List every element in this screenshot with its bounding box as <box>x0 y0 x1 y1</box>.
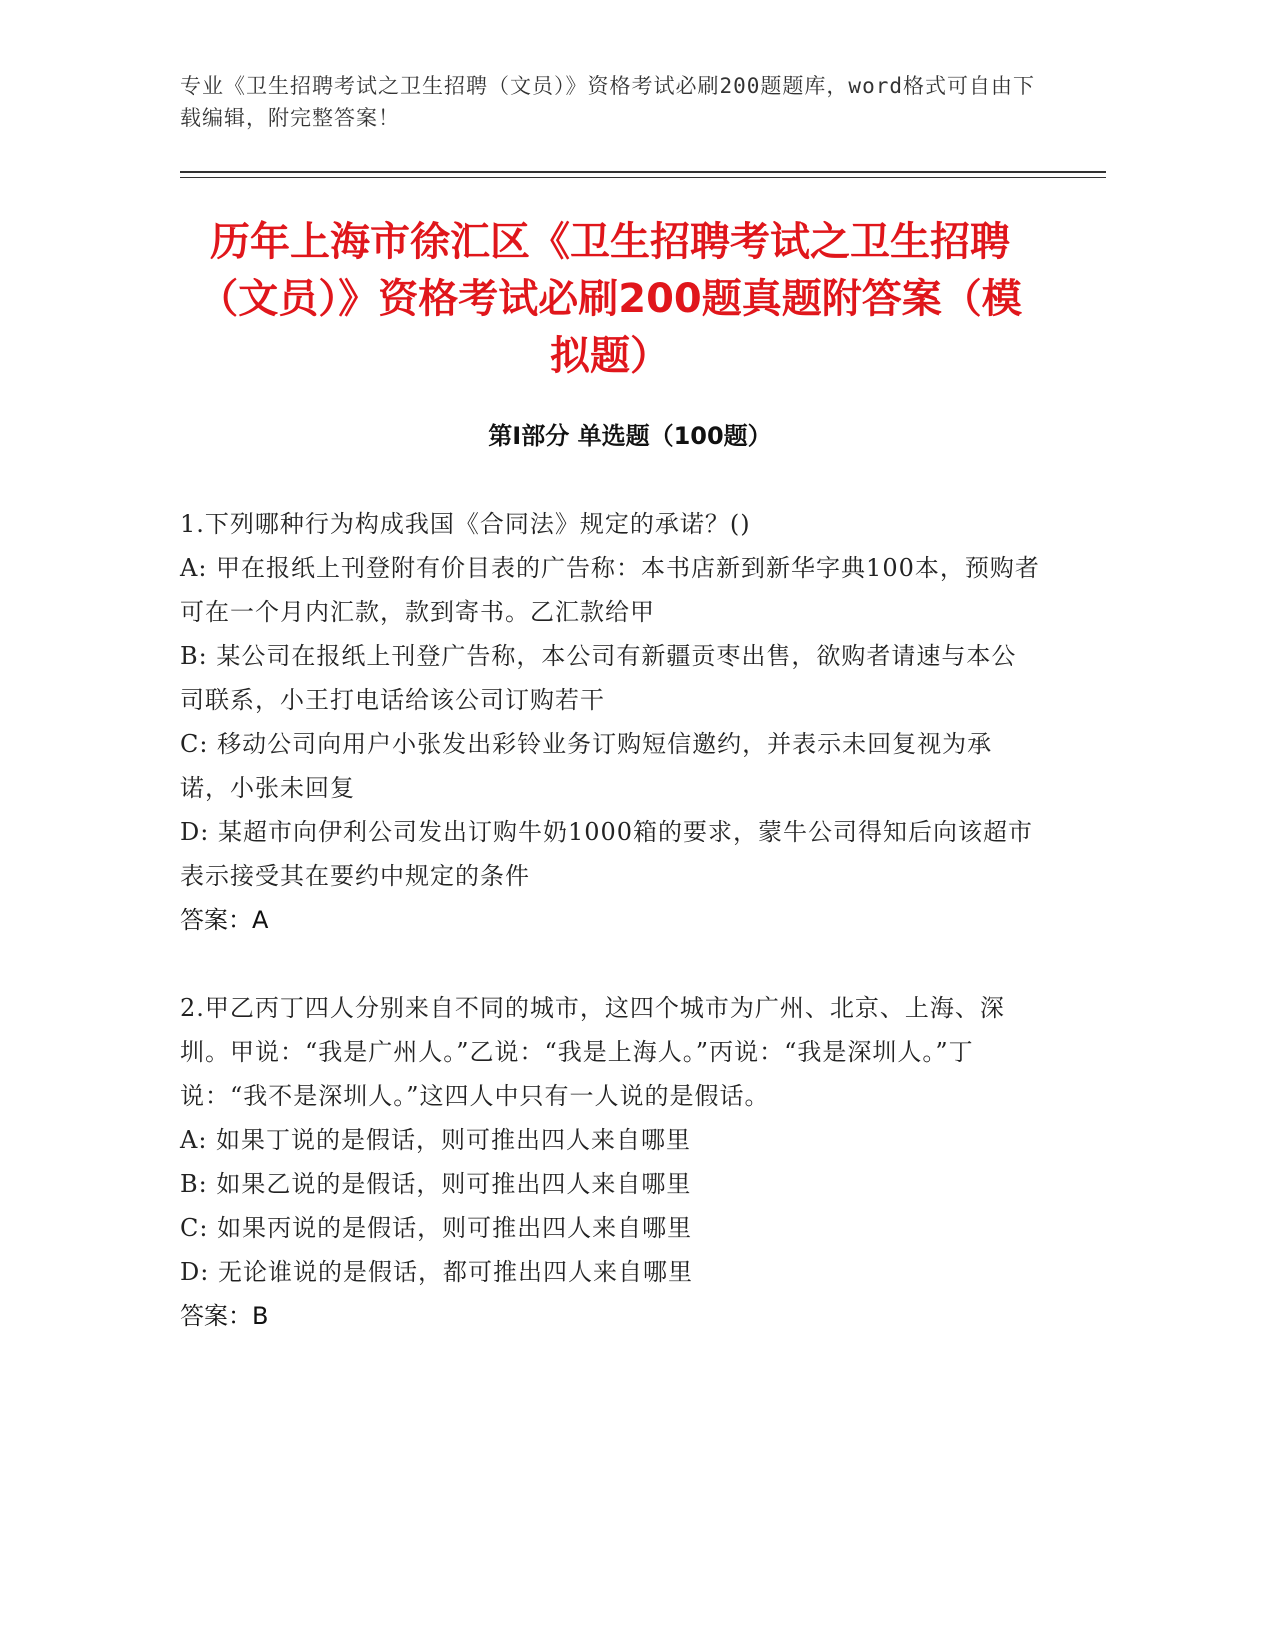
header-note: 专业《卫生招聘考试之卫生招聘（文员）》资格考试必刷200题题库，word格式可自由下载编辑，附完整答案！ <box>180 74 1035 130</box>
question-stem: 1.下列哪种行为构成我国《合同法》规定的承诺？() <box>180 510 751 538</box>
option-c: C: 移动公司向用户小张发出彩铃业务订购短信邀约，并表示未回复视为承诺，小张未回复 <box>180 730 993 802</box>
option-c: C: 如果丙说的是假话，则可推出四人来自哪里 <box>180 1214 693 1242</box>
header-divider-thick <box>180 171 1106 173</box>
question-2 <box>180 986 1040 1338</box>
answer-label: 答案：B <box>180 1302 269 1330</box>
header-divider-thin <box>180 177 1106 178</box>
document-title: 历年上海市徐汇区《卫生招聘考试之卫生招聘（文员）》资格考试必刷200题真题附答案（模拟题） <box>198 219 1022 379</box>
option-b: B: 某公司在报纸上刊登广告称，本公司有新疆贡枣出售，欲购者请速与本公司联系，小王打电话给该公司订购若干 <box>180 642 1017 714</box>
option-b: B: 如果乙说的是假话，则可推出四人来自哪里 <box>180 1170 692 1198</box>
option-d: D: 无论谁说的是假话，都可推出四人来自哪里 <box>180 1258 693 1286</box>
question-list <box>180 502 1040 1382</box>
option-a: A: 如果丁说的是假话，则可推出四人来自哪里 <box>180 1126 692 1154</box>
section-heading: 第I部分 单选题（100题） <box>488 422 772 450</box>
question-stem: 2.甲乙丙丁四人分别来自不同的城市，这四个城市为广州、北京、上海、深圳。甲说：“我是广州人。”乙说：“我是上海人。”丙说：“我是深圳人。”丁说：“我不是深圳人。”这四人中只有一人说的是假话。 <box>180 994 1005 1110</box>
question-1 <box>180 502 1040 942</box>
option-d: D: 某超市向伊利公司发出订购牛奶1000箱的要求，蒙牛公司得知后向该超市表示接受其在要约中规定的条件 <box>180 818 1034 890</box>
option-a: A: 甲在报纸上刊登附有价目表的广告称：本书店新到新华字典100本，预购者可在一个月内汇款，款到寄书。乙汇款给甲 <box>180 554 1040 626</box>
answer-label: 答案：A <box>180 906 269 934</box>
